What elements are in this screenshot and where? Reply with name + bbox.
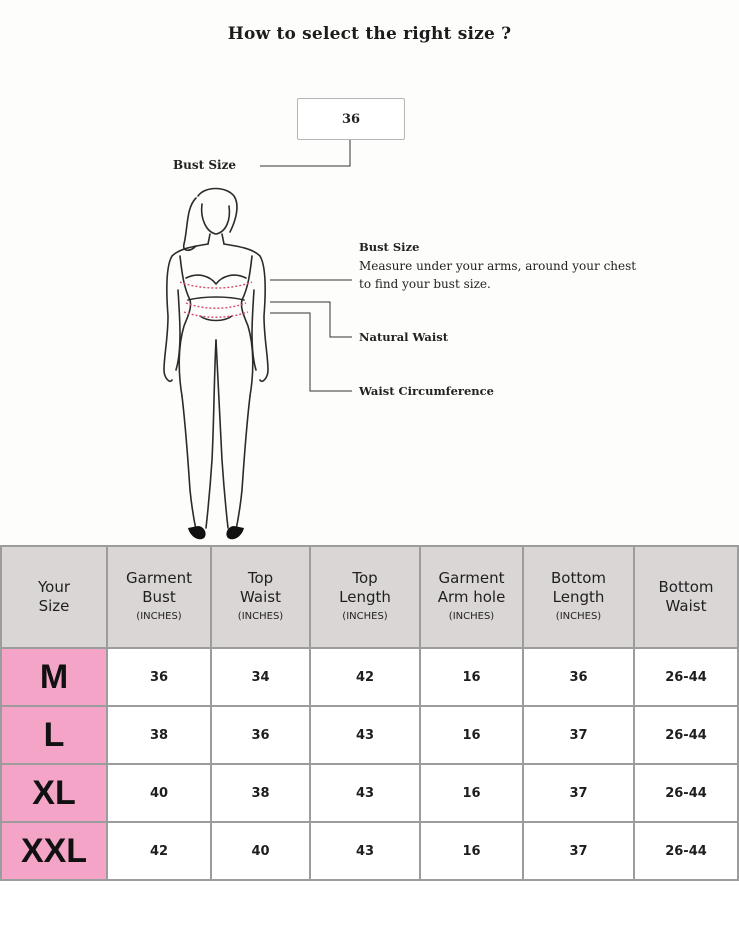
- bottom-waist-cell: 26-44: [634, 648, 738, 706]
- header-garment-arm-hole: Garment Arm hole (INCHES): [420, 546, 523, 648]
- garment-bust-cell: 40: [107, 764, 211, 822]
- size-value-box: 36: [297, 98, 405, 140]
- arm-hole-cell: 16: [420, 706, 523, 764]
- header-your-size: Your Size: [1, 546, 107, 648]
- table-row: [1, 822, 738, 880]
- garment-bust-cell: 36: [107, 648, 211, 706]
- top-length-cell: 43: [310, 822, 420, 880]
- table-header-row: [1, 546, 738, 648]
- bottom-length-cell: 37: [523, 764, 634, 822]
- header-garment-bust: Garment Bust (INCHES): [107, 546, 211, 648]
- bottom-length-cell: 37: [523, 822, 634, 880]
- arm-hole-cell: 16: [420, 648, 523, 706]
- size-cell: L: [1, 706, 107, 764]
- size-cell: M: [1, 648, 107, 706]
- bottom-waist-cell: 26-44: [634, 822, 738, 880]
- natural-waist-label: Natural Waist: [359, 330, 449, 344]
- top-length-cell: 43: [310, 706, 420, 764]
- bottom-waist-cell: 26-44: [634, 764, 738, 822]
- bust-size-description: Measure under your arms, around your chest to find your bust size.: [359, 259, 637, 291]
- size-cell: XXL: [1, 822, 107, 880]
- header-top-length: Top Length (INCHES): [310, 546, 420, 648]
- bottom-length-cell: 37: [523, 706, 634, 764]
- woman-figure: [164, 189, 268, 531]
- top-length-cell: 42: [310, 648, 420, 706]
- top-length-cell: 43: [310, 764, 420, 822]
- bust-size-heading: Bust Size: [359, 240, 420, 254]
- bust-size-label: Bust Size: [173, 158, 237, 172]
- header-bottom-length: Bottom Length (INCHES): [523, 546, 634, 648]
- page-title: How to select the right size ?: [227, 24, 512, 44]
- shoes: [188, 526, 244, 539]
- header-top-waist: Top Waist (INCHES): [211, 546, 310, 648]
- garment-bust-cell: 42: [107, 822, 211, 880]
- garment-bust-cell: 38: [107, 706, 211, 764]
- arm-hole-cell: 16: [420, 764, 523, 822]
- bottom-length-cell: 36: [523, 648, 634, 706]
- arm-hole-cell: 16: [420, 822, 523, 880]
- bottom-waist-cell: 26-44: [634, 706, 738, 764]
- top-waist-cell: 38: [211, 764, 310, 822]
- header-bottom-waist: Bottom Waist: [634, 546, 738, 648]
- table-row: [1, 648, 738, 706]
- size-chart-table: [0, 545, 739, 881]
- connector-lines: [260, 138, 352, 391]
- size-cell: XL: [1, 764, 107, 822]
- top-waist-cell: 40: [211, 822, 310, 880]
- top-waist-cell: 36: [211, 706, 310, 764]
- table-row: [1, 764, 738, 822]
- waist-circumference-label: Waist Circumference: [359, 384, 494, 398]
- table-row: [1, 706, 738, 764]
- top-waist-cell: 34: [211, 648, 310, 706]
